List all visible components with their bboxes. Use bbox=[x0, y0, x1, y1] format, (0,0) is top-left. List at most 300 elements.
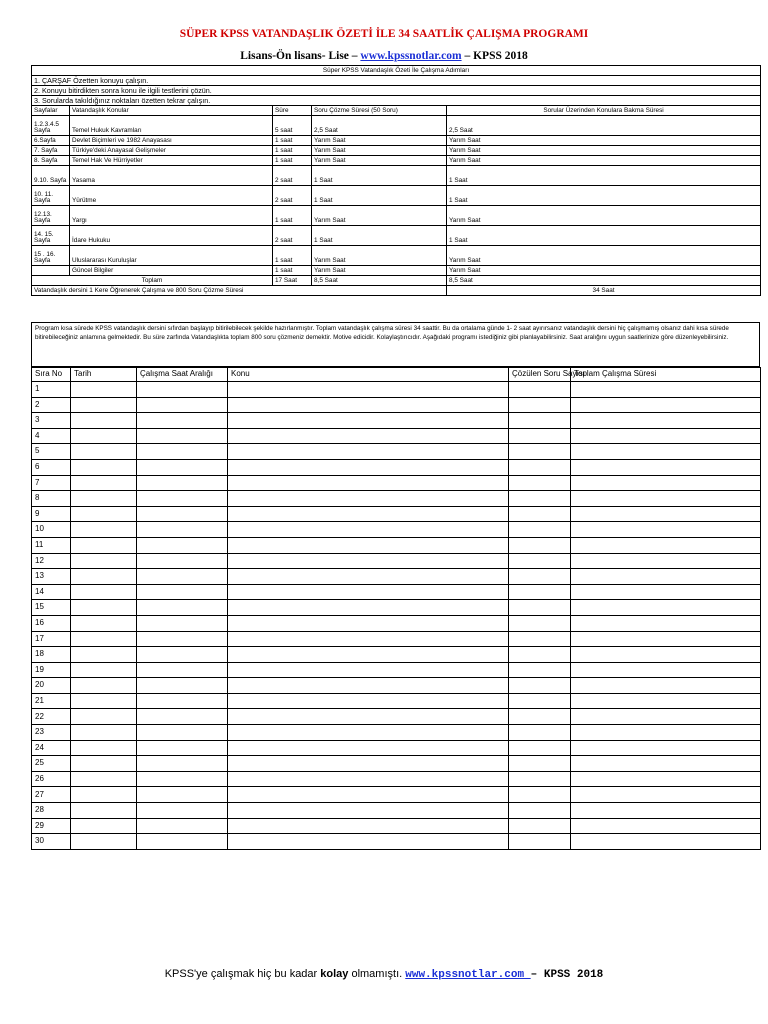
footer-text-pre: KPSS'ye çalışmak hiç bu kadar bbox=[164, 968, 321, 980]
plan-total-row bbox=[32, 276, 761, 286]
log-cell-total-time[interactable] bbox=[571, 709, 761, 725]
log-cell-topic[interactable] bbox=[228, 662, 509, 678]
log-cell-date[interactable] bbox=[71, 771, 137, 787]
log-cell-total-time[interactable] bbox=[571, 553, 761, 569]
footer-site-link[interactable]: www.kpssnotlar.com bbox=[405, 969, 531, 981]
log-cell-total-time[interactable] bbox=[571, 693, 761, 709]
log-cell-time-range[interactable] bbox=[137, 756, 228, 772]
log-cell-solved-count[interactable] bbox=[509, 600, 571, 616]
log-cell-date[interactable] bbox=[71, 631, 137, 647]
log-cell-topic[interactable] bbox=[228, 709, 509, 725]
log-cell-date[interactable] bbox=[71, 382, 137, 398]
log-column-header: Toplam Çalışma Süresi bbox=[571, 368, 761, 382]
plan-cell-solve: 2,5 Saat bbox=[312, 116, 447, 136]
plan-cell-solve: Yarım Saat bbox=[312, 156, 447, 166]
log-cell-topic[interactable] bbox=[228, 600, 509, 616]
log-row-number: 22 bbox=[32, 709, 71, 725]
log-cell-time-range[interactable] bbox=[137, 678, 228, 694]
log-cell-solved-count[interactable] bbox=[509, 834, 571, 850]
log-column-header: Çözülen Soru Sayısı bbox=[509, 368, 571, 382]
program-note: Program kısa sürede KPSS vatandaşlık dersini sıfırdan başlayıp bitirilebilecek şekilde hazırlanmıştır. Toplam vatandaşlık çalışma süresi 34 saattir. Bu da ortalama günde 1- 2 saat ayırırsanız vatandaşlık dersini hiç çalışmamış olsanız dahi kısa sürede bitirebileceğiniz anlamına gelmektedir. Bu süre zarfında Vatandaşlıkta toplam 800 soru çözmeniz demektir. Motive edicidir. Kolaylaştırıcıdır. Aşağıdaki programı istediğiniz gibi planlayabilirsiniz. Saat aralığını uygun saatlerinize göre düzenleyebilirsiniz. bbox=[31, 322, 760, 367]
log-row bbox=[32, 771, 761, 787]
plan-cell-solve: Yarım Saat bbox=[312, 146, 447, 156]
plan-cell-page: 15 . 16. Sayfa bbox=[32, 246, 70, 266]
log-row bbox=[32, 506, 761, 522]
log-cell-total-time[interactable] bbox=[571, 444, 761, 460]
log-cell-time-range[interactable] bbox=[137, 444, 228, 460]
plan-cell-topic: Temel Hak Ve Hürriyetler bbox=[70, 156, 273, 166]
log-cell-date[interactable] bbox=[71, 756, 137, 772]
log-row-number: 25 bbox=[32, 756, 71, 772]
plan-cell-solve: 1 Saat bbox=[312, 166, 447, 186]
plan-cell-topic: Uluslararası Kuruluşlar bbox=[70, 246, 273, 266]
plan-step: 2. Konuyu bitirdikten sonra konu ile ilgili testlerini çözün. bbox=[32, 86, 761, 96]
log-row-number: 8 bbox=[32, 491, 71, 507]
log-cell-time-range[interactable] bbox=[137, 475, 228, 491]
log-row-number: 4 bbox=[32, 428, 71, 444]
log-cell-time-range[interactable] bbox=[137, 569, 228, 585]
plan-cell-topic: Türkiye'deki Anayasal Gelişmeler bbox=[70, 146, 273, 156]
log-cell-solved-count[interactable] bbox=[509, 615, 571, 631]
log-cell-total-time[interactable] bbox=[571, 787, 761, 803]
log-row bbox=[32, 600, 761, 616]
log-row bbox=[32, 787, 761, 803]
plan-cell-dur: 5 saat bbox=[273, 116, 312, 136]
log-row-number: 2 bbox=[32, 397, 71, 413]
log-cell-time-range[interactable] bbox=[137, 584, 228, 600]
footer-text-post: – KPSS 2018 bbox=[530, 969, 604, 981]
plan-cell-topic: Devlet Biçimleri ve 1982 Anayasası bbox=[70, 136, 273, 146]
log-cell-total-time[interactable] bbox=[571, 569, 761, 585]
plan-cell-solve: Yarım Saat bbox=[312, 246, 447, 266]
page-subtitle bbox=[0, 50, 768, 62]
log-cell-total-time[interactable] bbox=[571, 756, 761, 772]
plan-cell-review: 1 Saat bbox=[447, 226, 761, 246]
log-cell-solved-count[interactable] bbox=[509, 584, 571, 600]
log-cell-date[interactable] bbox=[71, 569, 137, 585]
plan-cell-review: Yarım Saat bbox=[447, 156, 761, 166]
plan-column-header: Soru Çözme Süresi (50 Soru) bbox=[312, 106, 447, 116]
log-cell-solved-count[interactable] bbox=[509, 522, 571, 538]
log-cell-solved-count[interactable] bbox=[509, 459, 571, 475]
log-cell-total-time[interactable] bbox=[571, 382, 761, 398]
log-cell-time-range[interactable] bbox=[137, 537, 228, 553]
log-row bbox=[32, 382, 761, 398]
log-cell-solved-count[interactable] bbox=[509, 413, 571, 429]
plan-summary-row bbox=[32, 286, 761, 296]
plan-step-row bbox=[32, 86, 761, 96]
log-cell-topic[interactable] bbox=[228, 459, 509, 475]
log-row-number: 11 bbox=[32, 537, 71, 553]
log-cell-date[interactable] bbox=[71, 397, 137, 413]
plan-row bbox=[32, 186, 761, 206]
plan-total-review: 8,5 Saat bbox=[447, 276, 761, 286]
log-cell-topic[interactable] bbox=[228, 678, 509, 694]
log-cell-topic[interactable] bbox=[228, 631, 509, 647]
log-cell-time-range[interactable] bbox=[137, 803, 228, 819]
log-cell-solved-count[interactable] bbox=[509, 569, 571, 585]
plan-step-row bbox=[32, 76, 761, 86]
log-row bbox=[32, 537, 761, 553]
log-cell-time-range[interactable] bbox=[137, 709, 228, 725]
plan-column-header: Süre bbox=[273, 106, 312, 116]
log-cell-time-range[interactable] bbox=[137, 787, 228, 803]
plan-row bbox=[32, 166, 761, 186]
log-row bbox=[32, 475, 761, 491]
log-cell-date[interactable] bbox=[71, 444, 137, 460]
log-cell-total-time[interactable] bbox=[571, 662, 761, 678]
log-cell-time-range[interactable] bbox=[137, 615, 228, 631]
plan-cell-review: Yarım Saat bbox=[447, 266, 761, 276]
footer-text-mid: olmamıştı. bbox=[348, 968, 406, 980]
log-cell-topic[interactable] bbox=[228, 834, 509, 850]
plan-step: 1. ÇARŞAF Özetten konuyu çalışın. bbox=[32, 76, 761, 86]
log-row-number: 1 bbox=[32, 382, 71, 398]
log-row-number: 6 bbox=[32, 459, 71, 475]
log-cell-date[interactable] bbox=[71, 428, 137, 444]
log-column-header: Konu bbox=[228, 368, 509, 382]
plan-row bbox=[32, 266, 761, 276]
log-row bbox=[32, 647, 761, 663]
log-row-number: 26 bbox=[32, 771, 71, 787]
log-cell-topic[interactable] bbox=[228, 740, 509, 756]
log-row bbox=[32, 693, 761, 709]
log-row bbox=[32, 818, 761, 834]
plan-cell-topic: Yargı bbox=[70, 206, 273, 226]
plan-row bbox=[32, 206, 761, 226]
plan-cell-solve: 1 Saat bbox=[312, 226, 447, 246]
plan-cell-review: 1 Saat bbox=[447, 186, 761, 206]
log-row bbox=[32, 428, 761, 444]
log-cell-date[interactable] bbox=[71, 662, 137, 678]
log-cell-date[interactable] bbox=[71, 647, 137, 663]
log-cell-date[interactable] bbox=[71, 740, 137, 756]
log-cell-topic[interactable] bbox=[228, 522, 509, 538]
plan-cell-topic: Yürütme bbox=[70, 186, 273, 206]
subtitle-prefix: Lisans-Ön lisans- Lise – bbox=[240, 50, 361, 62]
plan-cell-dur: 1 saat bbox=[273, 266, 312, 276]
log-cell-total-time[interactable] bbox=[571, 600, 761, 616]
plan-total-solve: 8,5 Saat bbox=[312, 276, 447, 286]
log-cell-date[interactable] bbox=[71, 787, 137, 803]
plan-cell-topic: Güncel Bilgiler bbox=[70, 266, 273, 276]
log-row bbox=[32, 569, 761, 585]
log-row bbox=[32, 725, 761, 741]
log-cell-time-range[interactable] bbox=[137, 459, 228, 475]
log-cell-date[interactable] bbox=[71, 693, 137, 709]
plan-cell-review: Yarım Saat bbox=[447, 246, 761, 266]
log-row bbox=[32, 803, 761, 819]
log-cell-topic[interactable] bbox=[228, 537, 509, 553]
log-cell-solved-count[interactable] bbox=[509, 428, 571, 444]
log-cell-topic[interactable] bbox=[228, 397, 509, 413]
log-row-number: 12 bbox=[32, 553, 71, 569]
log-cell-solved-count[interactable] bbox=[509, 662, 571, 678]
log-cell-total-time[interactable] bbox=[571, 491, 761, 507]
log-cell-date[interactable] bbox=[71, 615, 137, 631]
log-cell-time-range[interactable] bbox=[137, 428, 228, 444]
log-cell-date[interactable] bbox=[71, 725, 137, 741]
log-row-number: 24 bbox=[32, 740, 71, 756]
plan-cell-dur: 1 saat bbox=[273, 136, 312, 146]
log-row bbox=[32, 678, 761, 694]
log-row-number: 29 bbox=[32, 818, 71, 834]
log-cell-time-range[interactable] bbox=[137, 397, 228, 413]
log-cell-solved-count[interactable] bbox=[509, 491, 571, 507]
plan-row bbox=[32, 156, 761, 166]
log-cell-topic[interactable] bbox=[228, 506, 509, 522]
log-row bbox=[32, 491, 761, 507]
log-cell-total-time[interactable] bbox=[571, 397, 761, 413]
log-cell-time-range[interactable] bbox=[137, 834, 228, 850]
log-row bbox=[32, 709, 761, 725]
log-cell-time-range[interactable] bbox=[137, 522, 228, 538]
log-row-number: 30 bbox=[32, 834, 71, 850]
log-cell-total-time[interactable] bbox=[571, 615, 761, 631]
log-cell-topic[interactable] bbox=[228, 803, 509, 819]
log-column-header: Çalışma Saat Aralığı bbox=[137, 368, 228, 382]
plan-cell-solve: 1 Saat bbox=[312, 186, 447, 206]
plan-summary-label: Vatandaşlık dersini 1 Kere Öğrenerek Çalışma ve 800 Soru Çözme Süresi bbox=[32, 286, 447, 296]
log-cell-solved-count[interactable] bbox=[509, 756, 571, 772]
log-cell-total-time[interactable] bbox=[571, 584, 761, 600]
log-cell-solved-count[interactable] bbox=[509, 771, 571, 787]
plan-cell-topic: Temel Hukuk Kavramları bbox=[70, 116, 273, 136]
plan-cell-page: 9.10. Sayfa bbox=[32, 166, 70, 186]
log-cell-topic[interactable] bbox=[228, 787, 509, 803]
log-cell-total-time[interactable] bbox=[571, 725, 761, 741]
log-cell-topic[interactable] bbox=[228, 615, 509, 631]
log-row-number: 7 bbox=[32, 475, 71, 491]
log-cell-time-range[interactable] bbox=[137, 771, 228, 787]
log-cell-solved-count[interactable] bbox=[509, 647, 571, 663]
log-row-number: 13 bbox=[32, 569, 71, 585]
log-row-number: 20 bbox=[32, 678, 71, 694]
plan-cell-page: 14. 15. Sayfa bbox=[32, 226, 70, 246]
log-cell-topic[interactable] bbox=[228, 382, 509, 398]
log-row-number: 14 bbox=[32, 584, 71, 600]
log-row bbox=[32, 444, 761, 460]
log-cell-topic[interactable] bbox=[228, 428, 509, 444]
log-cell-solved-count[interactable] bbox=[509, 709, 571, 725]
plan-cell-review: Yarım Saat bbox=[447, 146, 761, 156]
log-cell-total-time[interactable] bbox=[571, 459, 761, 475]
log-cell-solved-count[interactable] bbox=[509, 725, 571, 741]
log-cell-topic[interactable] bbox=[228, 771, 509, 787]
log-row-number: 17 bbox=[32, 631, 71, 647]
log-cell-solved-count[interactable] bbox=[509, 506, 571, 522]
log-cell-solved-count[interactable] bbox=[509, 693, 571, 709]
log-cell-total-time[interactable] bbox=[571, 522, 761, 538]
plan-cell-dur: 1 saat bbox=[273, 156, 312, 166]
log-cell-time-range[interactable] bbox=[137, 631, 228, 647]
log-cell-time-range[interactable] bbox=[137, 647, 228, 663]
log-row bbox=[32, 522, 761, 538]
plan-cell-dur: 1 saat bbox=[273, 146, 312, 156]
log-row bbox=[32, 662, 761, 678]
log-cell-date[interactable] bbox=[71, 491, 137, 507]
log-cell-time-range[interactable] bbox=[137, 818, 228, 834]
log-cell-topic[interactable] bbox=[228, 444, 509, 460]
log-cell-total-time[interactable] bbox=[571, 506, 761, 522]
plan-cell-solve: Yarım Saat bbox=[312, 266, 447, 276]
log-row-number: 5 bbox=[32, 444, 71, 460]
site-link[interactable]: www.kpssnotlar.com bbox=[360, 50, 462, 62]
plan-cell-solve: Yarım Saat bbox=[312, 206, 447, 226]
log-cell-topic[interactable] bbox=[228, 475, 509, 491]
log-cell-date[interactable] bbox=[71, 834, 137, 850]
log-row bbox=[32, 553, 761, 569]
plan-row bbox=[32, 116, 761, 136]
log-row bbox=[32, 631, 761, 647]
log-cell-time-range[interactable] bbox=[137, 413, 228, 429]
log-cell-solved-count[interactable] bbox=[509, 553, 571, 569]
log-cell-topic[interactable] bbox=[228, 647, 509, 663]
log-row-number: 23 bbox=[32, 725, 71, 741]
log-cell-total-time[interactable] bbox=[571, 678, 761, 694]
log-cell-solved-count[interactable] bbox=[509, 382, 571, 398]
log-cell-solved-count[interactable] bbox=[509, 678, 571, 694]
log-column-header: Tarih bbox=[71, 368, 137, 382]
plan-cell-topic: İdare Hukuku bbox=[70, 226, 273, 246]
plan-column-headers bbox=[32, 106, 761, 116]
log-cell-time-range[interactable] bbox=[137, 740, 228, 756]
log-row bbox=[32, 756, 761, 772]
log-row-number: 19 bbox=[32, 662, 71, 678]
study-plan-table bbox=[31, 65, 761, 296]
log-cell-time-range[interactable] bbox=[137, 693, 228, 709]
page-title: SÜPER KPSS VATANDAŞLIK ÖZETİ İLE 34 SAATLİK ÇALIŞMA PROGRAMI bbox=[179, 28, 589, 40]
log-cell-solved-count[interactable] bbox=[509, 444, 571, 460]
plan-summary-value: 34 Saat bbox=[447, 286, 761, 296]
log-cell-date[interactable] bbox=[71, 803, 137, 819]
log-cell-total-time[interactable] bbox=[571, 771, 761, 787]
plan-total-dur: 17 Saat bbox=[273, 276, 312, 286]
plan-row bbox=[32, 146, 761, 156]
plan-cell-review: Yarım Saat bbox=[447, 136, 761, 146]
log-row-number: 27 bbox=[32, 787, 71, 803]
plan-cell-dur: 2 saat bbox=[273, 226, 312, 246]
log-cell-date[interactable] bbox=[71, 584, 137, 600]
log-row bbox=[32, 584, 761, 600]
log-row bbox=[32, 397, 761, 413]
log-cell-date[interactable] bbox=[71, 553, 137, 569]
log-cell-total-time[interactable] bbox=[571, 631, 761, 647]
log-cell-solved-count[interactable] bbox=[509, 803, 571, 819]
plan-cell-topic: Yasama bbox=[70, 166, 273, 186]
log-row-number: 21 bbox=[32, 693, 71, 709]
log-row bbox=[32, 615, 761, 631]
log-cell-total-time[interactable] bbox=[571, 818, 761, 834]
log-row-number: 15 bbox=[32, 600, 71, 616]
footer-text-bold: kolay bbox=[320, 968, 349, 980]
log-cell-time-range[interactable] bbox=[137, 506, 228, 522]
log-cell-time-range[interactable] bbox=[137, 382, 228, 398]
log-cell-topic[interactable] bbox=[228, 756, 509, 772]
log-row-number: 16 bbox=[32, 615, 71, 631]
log-row-number: 10 bbox=[32, 522, 71, 538]
log-cell-total-time[interactable] bbox=[571, 803, 761, 819]
log-cell-total-time[interactable] bbox=[571, 413, 761, 429]
plan-cell-page bbox=[32, 266, 70, 276]
plan-column-header: Vatandaşlık Konular bbox=[70, 106, 273, 116]
log-cell-topic[interactable] bbox=[228, 693, 509, 709]
plan-step-row bbox=[32, 96, 761, 106]
log-cell-date[interactable] bbox=[71, 709, 137, 725]
plan-column-header: Sayfalar bbox=[32, 106, 70, 116]
log-cell-time-range[interactable] bbox=[137, 553, 228, 569]
plan-row bbox=[32, 226, 761, 246]
plan-cell-review: 1 Saat bbox=[447, 166, 761, 186]
plan-heading: Süper KPSS Vatandaşlık Özeti İle Çalışma Adımları bbox=[32, 66, 761, 76]
log-cell-total-time[interactable] bbox=[571, 834, 761, 850]
log-cell-solved-count[interactable] bbox=[509, 787, 571, 803]
log-cell-topic[interactable] bbox=[228, 491, 509, 507]
log-cell-total-time[interactable] bbox=[571, 647, 761, 663]
log-cell-date[interactable] bbox=[71, 600, 137, 616]
plan-row bbox=[32, 246, 761, 266]
log-cell-date[interactable] bbox=[71, 475, 137, 491]
log-cell-topic[interactable] bbox=[228, 413, 509, 429]
log-cell-time-range[interactable] bbox=[137, 491, 228, 507]
log-cell-solved-count[interactable] bbox=[509, 537, 571, 553]
log-row bbox=[32, 740, 761, 756]
log-cell-topic[interactable] bbox=[228, 725, 509, 741]
log-cell-total-time[interactable] bbox=[571, 537, 761, 553]
log-cell-topic[interactable] bbox=[228, 584, 509, 600]
log-cell-date[interactable] bbox=[71, 537, 137, 553]
log-cell-solved-count[interactable] bbox=[509, 475, 571, 491]
log-cell-total-time[interactable] bbox=[571, 428, 761, 444]
plan-cell-page: 10. 11. Sayfa bbox=[32, 186, 70, 206]
log-cell-date[interactable] bbox=[71, 459, 137, 475]
log-row bbox=[32, 459, 761, 475]
log-row-number: 28 bbox=[32, 803, 71, 819]
log-cell-topic[interactable] bbox=[228, 818, 509, 834]
plan-column-header: Sorular Üzerinden Konulara Bakma Süresi bbox=[447, 106, 761, 116]
log-row bbox=[32, 834, 761, 850]
log-cell-time-range[interactable] bbox=[137, 725, 228, 741]
log-row bbox=[32, 413, 761, 429]
log-cell-topic[interactable] bbox=[228, 569, 509, 585]
log-cell-date[interactable] bbox=[71, 506, 137, 522]
log-cell-solved-count[interactable] bbox=[509, 397, 571, 413]
log-column-header: Sıra No bbox=[32, 368, 71, 382]
log-cell-time-range[interactable] bbox=[137, 600, 228, 616]
log-cell-date[interactable] bbox=[71, 818, 137, 834]
plan-cell-dur: 1 saat bbox=[273, 246, 312, 266]
plan-cell-review: 2,5 Saat bbox=[447, 116, 761, 136]
log-cell-date[interactable] bbox=[71, 522, 137, 538]
plan-cell-page: 8. Sayfa bbox=[32, 156, 70, 166]
log-cell-time-range[interactable] bbox=[137, 662, 228, 678]
log-cell-solved-count[interactable] bbox=[509, 631, 571, 647]
plan-cell-dur: 1 saat bbox=[273, 206, 312, 226]
study-log-table bbox=[31, 367, 761, 850]
log-cell-solved-count[interactable] bbox=[509, 818, 571, 834]
log-cell-date[interactable] bbox=[71, 678, 137, 694]
log-cell-solved-count[interactable] bbox=[509, 740, 571, 756]
plan-cell-page: 1.2.3.4.5 Sayfa bbox=[32, 116, 70, 136]
subtitle-suffix: – KPSS 2018 bbox=[461, 50, 528, 62]
log-row-number: 18 bbox=[32, 647, 71, 663]
log-cell-date[interactable] bbox=[71, 413, 137, 429]
log-cell-total-time[interactable] bbox=[571, 475, 761, 491]
log-column-headers bbox=[32, 368, 761, 382]
plan-cell-page: 12.13. Sayfa bbox=[32, 206, 70, 226]
log-cell-topic[interactable] bbox=[228, 553, 509, 569]
log-cell-total-time[interactable] bbox=[571, 740, 761, 756]
